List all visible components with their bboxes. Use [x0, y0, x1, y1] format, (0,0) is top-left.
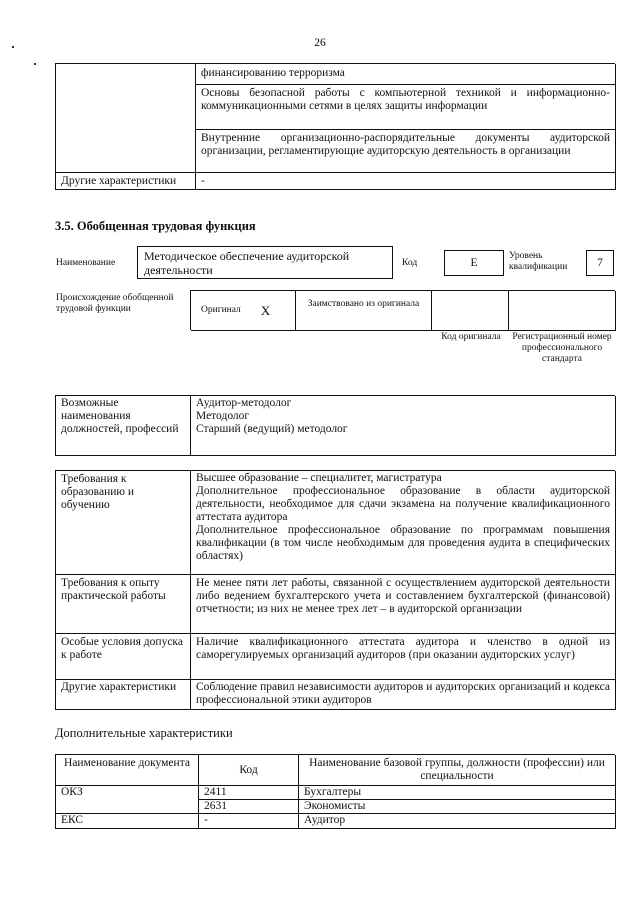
requirements-table	[55, 470, 615, 710]
qualification-level-box: 7	[586, 250, 614, 276]
special-conditions-label: Особые условия допуска к работе	[56, 634, 191, 680]
original-cell	[191, 291, 296, 331]
table-cell-document: ЕКС	[56, 814, 199, 829]
header-group-name: Наименование базовой группы, должности (профессии) или специальности	[299, 755, 616, 786]
position-item: Методолог	[196, 410, 250, 422]
knowledge-row: финансированию терроризма	[196, 64, 616, 85]
code-label: Код	[402, 258, 418, 268]
education-requirements-value	[191, 471, 616, 575]
experience-requirements-value: Не менее пяти лет работы, связанной с осуществлением аудиторской деятельности либо ведением бухгалтерского учета и составлением бухгалтерской (финансовой) отчетности; из них не менее трех лет – в аудиторской организации	[191, 575, 616, 634]
table-cell-group: Аудитор	[299, 814, 616, 829]
positions-table	[55, 395, 615, 456]
knowledge-row: Основы безопасной работы с компьютерной техникой и информационно-коммуникационными сетями в целях защиты информации	[196, 85, 616, 130]
scan-mark	[12, 46, 14, 48]
other-characteristics-label: Другие характеристики	[56, 173, 196, 190]
table-cell-document: ОКЗ	[56, 786, 199, 814]
code-original-label: Код оригинала	[441, 332, 501, 342]
borrowed-label: Заимствовано из оригинала	[296, 291, 432, 331]
table-cell-code: 2631	[199, 800, 299, 814]
experience-requirements-label: Требования к опыту практической работы	[56, 575, 191, 634]
origin-label: Происхождение обобщенной трудовой функции	[56, 293, 174, 314]
positions-label: Возможные наименования должностей, профессий	[56, 396, 191, 456]
other-characteristics-label-2: Другие характеристики	[56, 680, 191, 710]
table-cell-group: Экономисты	[299, 800, 616, 814]
continuation-table	[55, 63, 615, 190]
requirement-paragraph: Дополнительное профессиональное образование в области аудиторской деятельности, необходимое для сдачи экзамена на получение квалификационного аттестата аудитора	[196, 485, 610, 523]
position-item: Аудитор-методолог	[196, 397, 292, 409]
positions-values	[191, 396, 616, 456]
requirement-paragraph: Дополнительное профессиональное образование по программам повышения квалификации (в том числе необходимым для проведения аудита в специфических областях)	[196, 524, 610, 562]
education-requirements-label: Требования к образованию и обучению	[56, 471, 191, 575]
position-item: Старший (ведущий) методолог	[196, 423, 348, 435]
section-title: 3.5. Обобщенная трудовая функция	[55, 219, 256, 233]
special-conditions-value: Наличие квалификационного аттестата аудитора и членство в одной из саморегулируемых организаций аудиторов (при оказании аудиторских услуг)	[191, 634, 616, 680]
additional-table	[55, 754, 615, 829]
header-document-name: Наименование документа	[56, 755, 199, 786]
code-box: E	[444, 250, 504, 276]
function-name-box: Методическое обеспечение аудиторской деятельности	[137, 246, 393, 279]
qualification-level-label: Уровень квалификации	[509, 251, 568, 272]
original-label: Оригинал	[201, 305, 241, 315]
reg-number-label: Регистрационный номер профессионального стандарта	[512, 332, 612, 364]
table-cell-group: Бухгалтеры	[299, 786, 616, 800]
table-cell-code: 2411	[199, 786, 299, 800]
knowledge-row: Внутренние организационно-распорядительные документы аудиторской организации, регламентирующие аудиторскую деятельность в организации	[196, 130, 616, 173]
header-code: Код	[199, 755, 299, 786]
page-number: 26	[314, 37, 326, 49]
reg-number-cell	[509, 291, 616, 331]
additional-title: Дополнительные характеристики	[55, 726, 233, 740]
other-characteristics-value: -	[196, 173, 616, 190]
empty-label-cell	[56, 64, 196, 173]
original-mark: X	[260, 303, 271, 318]
table-cell-code: -	[199, 814, 299, 829]
name-label: Наименование	[56, 258, 116, 268]
origin-table	[190, 290, 615, 330]
requirement-paragraph: Высшее образование – специалитет, магистратура	[196, 472, 442, 484]
scan-mark	[34, 63, 36, 65]
other-characteristics-value-2: Соблюдение правил независимости аудиторов и аудиторских организаций и кодекса профессиональной этики аудиторов	[191, 680, 616, 710]
code-original-cell	[432, 291, 509, 331]
